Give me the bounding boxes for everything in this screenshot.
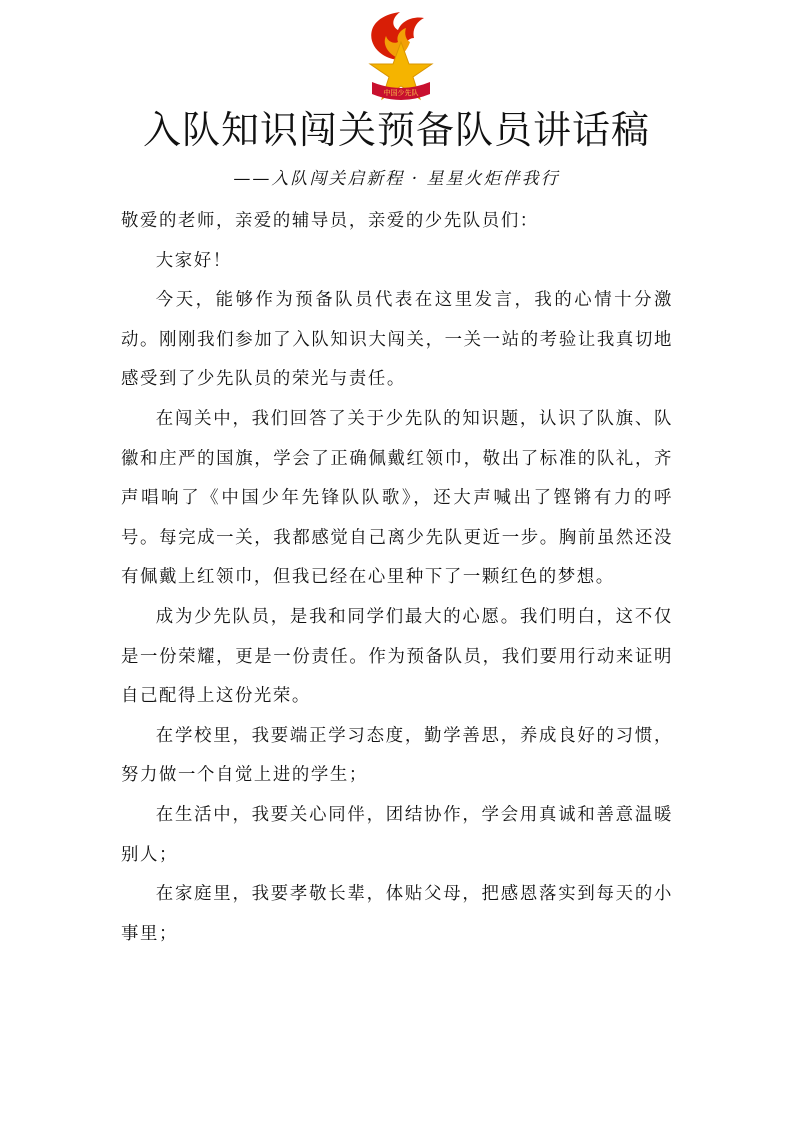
torch-star-emblem-icon bbox=[358, 8, 444, 104]
emblem-banner-text: 中国少先队 bbox=[383, 89, 419, 97]
paragraph-challenge: 在闯关中，我们回答了关于少先队的知识题，认识了队旗、队徽和庄严的国旗，学会了正确佩戴红领巾，敬出了标准的队礼，齐声唱响了《中国少年先锋队队歌》，还大声喊出了铿锵有力的呼号。每完成一关，我都感觉自己离少先队更近一步。胸前虽然还没有佩戴上红领巾，但我已经在心里种下了一颗红色的梦想。 bbox=[121, 408, 673, 588]
paragraph-life: 在生活中，我要关心同伴，团结协作，学会用真诚和善意温暖别人； bbox=[121, 804, 673, 865]
page-title: 入队知识闯关预备队员讲话稿 bbox=[142, 108, 650, 152]
paragraph-greeting: 大家好！ bbox=[155, 250, 232, 271]
page-subtitle: ——入队闯关启新程 · 星星火炬伴我行 bbox=[233, 169, 560, 189]
paragraph-family: 在家庭里，我要孝敬长辈，体贴父母，把感恩落实到每天的小事里； bbox=[121, 884, 673, 944]
paragraph-aspiration: 成为少先队员，是我和同学们最大的心愿。我们明白，这不仅是一份荣耀，更是一份责任。作为预备队员，我们要用行动来证明自己配得上这份光荣。 bbox=[121, 606, 673, 707]
young-pioneers-emblem bbox=[358, 8, 444, 104]
salutation: 敬爱的老师，亲爱的辅导员，亲爱的少先队员们： bbox=[121, 211, 539, 231]
paragraph-school: 在学校里，我要端正学习态度，勤学善思，养成良好的习惯，努力做一个自觉上进的学生； bbox=[121, 725, 673, 786]
speech-body bbox=[121, 202, 673, 954]
paragraph-intro: 今天，能够作为预备队员代表在这里发言，我的心情十分激动。刚刚我们参加了入队知识大闯关，一关一站的考验让我真切地感受到了少先队员的荣光与责任。 bbox=[121, 290, 673, 390]
